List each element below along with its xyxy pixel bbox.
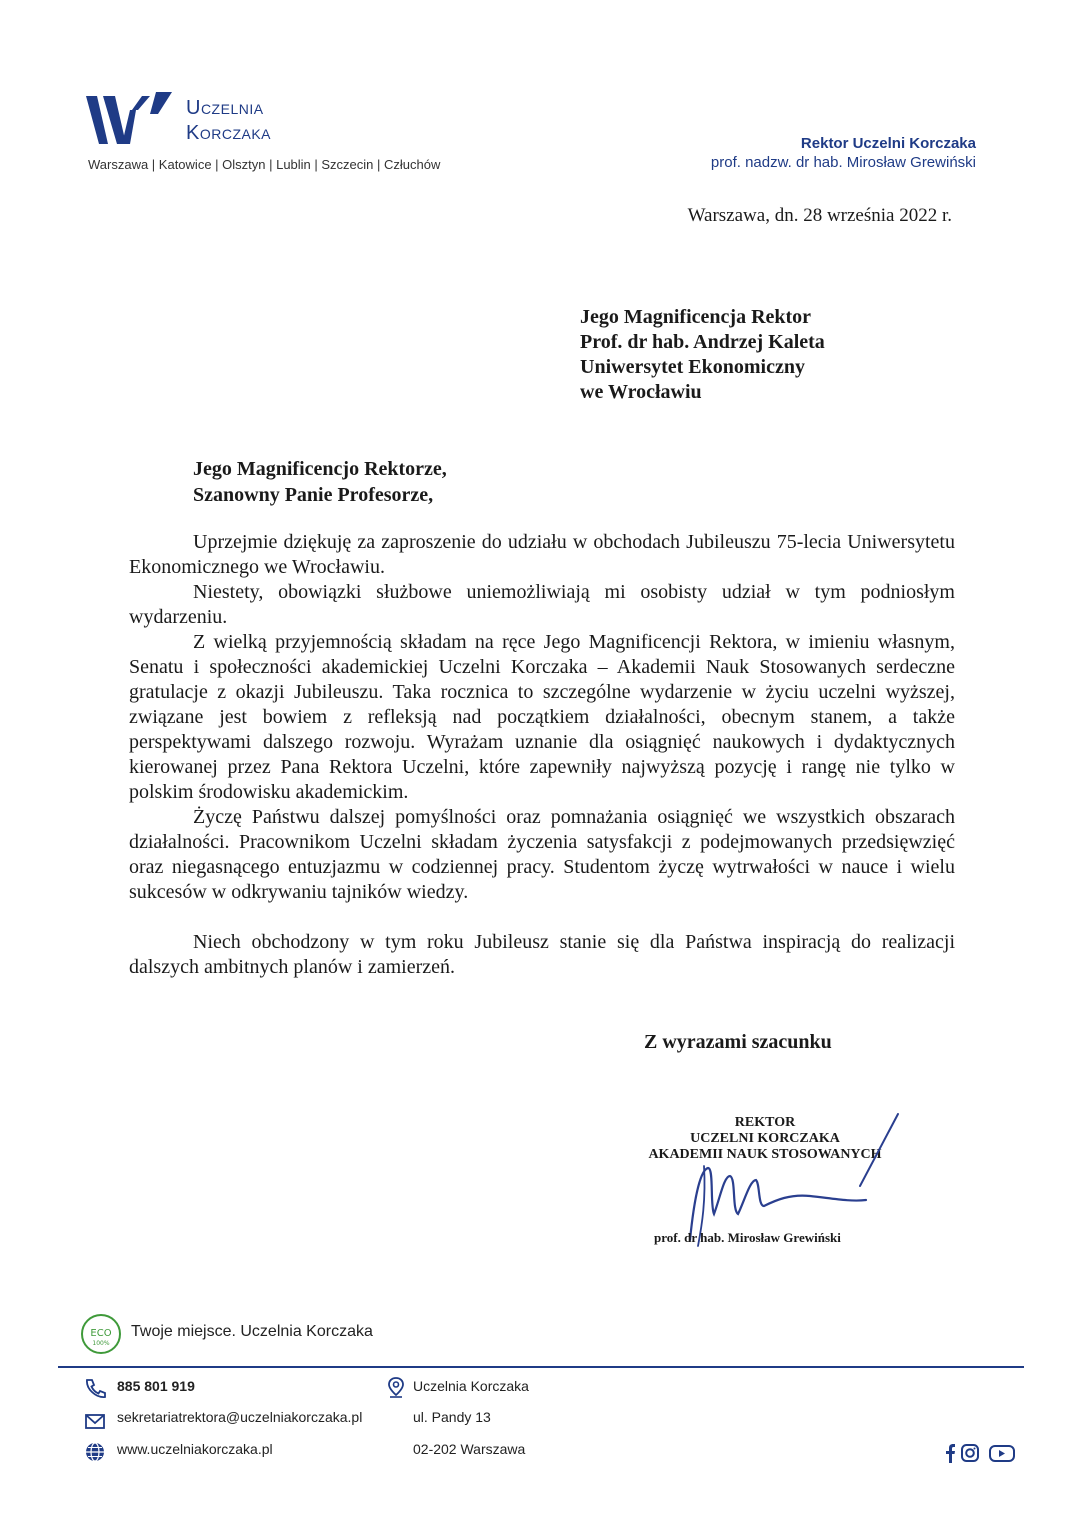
- body-paragraph: Niech obchodzony w tym roku Jubileusz stanie się dla Państwa inspiracją do realizacji dalszych ambitnych planów i zamierzeń.: [129, 931, 955, 978]
- svg-text:100%: 100%: [92, 1340, 110, 1347]
- instagram-icon[interactable]: [962, 1445, 978, 1461]
- body-paragraph: Uprzejmie dziękuję za zaproszenie do udziału w obchodach Jubileuszu 75-lecia Uniwersytetu Ekonomicznego we Wrocławiu.: [129, 531, 955, 578]
- addressee: [580, 305, 825, 405]
- svg-text:ECO: ECO: [90, 1328, 112, 1339]
- contact-email[interactable]: sekretariatrektora@uczelniakorczaka.pl: [117, 1409, 363, 1425]
- facebook-icon[interactable]: [946, 1444, 955, 1463]
- email-icon: [84, 1410, 106, 1432]
- logo-line2: Korczaka: [186, 122, 272, 144]
- closing-phrase: Z wyrazami szacunku: [644, 1031, 832, 1053]
- stamp-line: AKADEMII NAUK STOSOWANYCH: [648, 1147, 882, 1162]
- salutation-line: Szanowny Panie Profesorze,: [193, 484, 434, 506]
- address-street: ul. Pandy 13: [413, 1409, 491, 1425]
- stamp-line: REKTOR: [734, 1115, 796, 1130]
- logo-wordmark: [186, 96, 271, 146]
- uczelnia-korczaka-logo-icon: [86, 92, 176, 148]
- youtube-icon[interactable]: [990, 1446, 1014, 1461]
- address-city: 02-202 Warszawa: [413, 1441, 526, 1457]
- contact-website[interactable]: www.uczelniakorczaka.pl: [117, 1441, 273, 1457]
- contact-phone[interactable]: 885 801 919: [117, 1378, 195, 1394]
- letter-date: Warszawa, dn. 28 września 2022 r.: [687, 205, 952, 226]
- body-paragraph: Życzę Państwu dalszej pomyślności oraz pomnażania osiągnięć we wszystkich obszarach działalności. Pracownikom Uczelni składam życzenia satysfakcji z podejmowanych przedsięwzięć oraz niegasnącego entuzjazmu w codziennej pracy. Studentom życzę wytrwałości w nauce i wielu sukcesów w odkrywaniu tajników wiedzy.: [129, 806, 955, 903]
- salutation: [193, 456, 447, 508]
- stamp-line: UCZELNI KORCZAKA: [690, 1131, 840, 1146]
- letter-body: [129, 530, 955, 980]
- addressee-line: Jego Magnificencja Rektor: [580, 306, 812, 328]
- salutation-line: Jego Magnificencjo Rektorze,: [193, 458, 447, 480]
- footer-tagline: Twoje miejsce. Uczelnia Korczaka: [131, 1323, 373, 1340]
- letterhead-rector: [711, 135, 976, 173]
- body-paragraph: Z wielką przyjemnością składam na ręce Jego Magnificencji Rektora, w imieniu własnym, Senatu i społeczności akademickiej Uczelni Korczaka – Akademii Nauk Stosowanych serdeczne gratulacje z okazji Jubileuszu. Taka rocznica to szczególne wydarzenie w życiu uczelni wyższej, związane jest bowiem z refleksją nad początkiem działalności, obecnym stanem, a także perspektywami dalszego rozwoju. Wyrażam uznanie dla osiągnięć naukowych i dydaktycznych kierowanej przez Pana Rektora Uczelni, które zapewniły najwyższą pozycję i rangę nie tylko w polskim środowisku akademickim.: [129, 631, 955, 803]
- campus-cities: Warszawa | Katowice | Olsztyn | Lublin | Szczecin | Człuchów: [88, 157, 441, 172]
- logo-line1: Uczelnia: [186, 97, 264, 119]
- addressee-line: Uniwersytet Ekonomiczny: [580, 356, 805, 378]
- footer-divider: [58, 1366, 1024, 1368]
- signatory-name: prof. dr hab. Mirosław Grewiński: [654, 1230, 841, 1245]
- location-pin-icon: [385, 1376, 407, 1398]
- social-icons: [940, 1441, 1020, 1465]
- addressee-line: Prof. dr hab. Andrzej Kaleta: [580, 331, 825, 353]
- addressee-line: we Wrocławiu: [580, 381, 702, 403]
- body-paragraph: Niestety, obowiązki służbowe uniemożliwiają mi osobisty udział w tym podniosłym wydarzeniu.: [129, 581, 955, 628]
- rector-name: prof. nadzw. dr hab. Mirosław Grewiński: [710, 154, 976, 171]
- phone-icon: [84, 1377, 106, 1399]
- globe-icon: [84, 1441, 106, 1463]
- address-name: Uczelnia Korczaka: [413, 1378, 529, 1394]
- handwritten-signature-icon: [680, 1110, 910, 1250]
- eco-badge-icon: [79, 1312, 123, 1356]
- rector-title: Rektor Uczelni Korczaka: [800, 135, 976, 152]
